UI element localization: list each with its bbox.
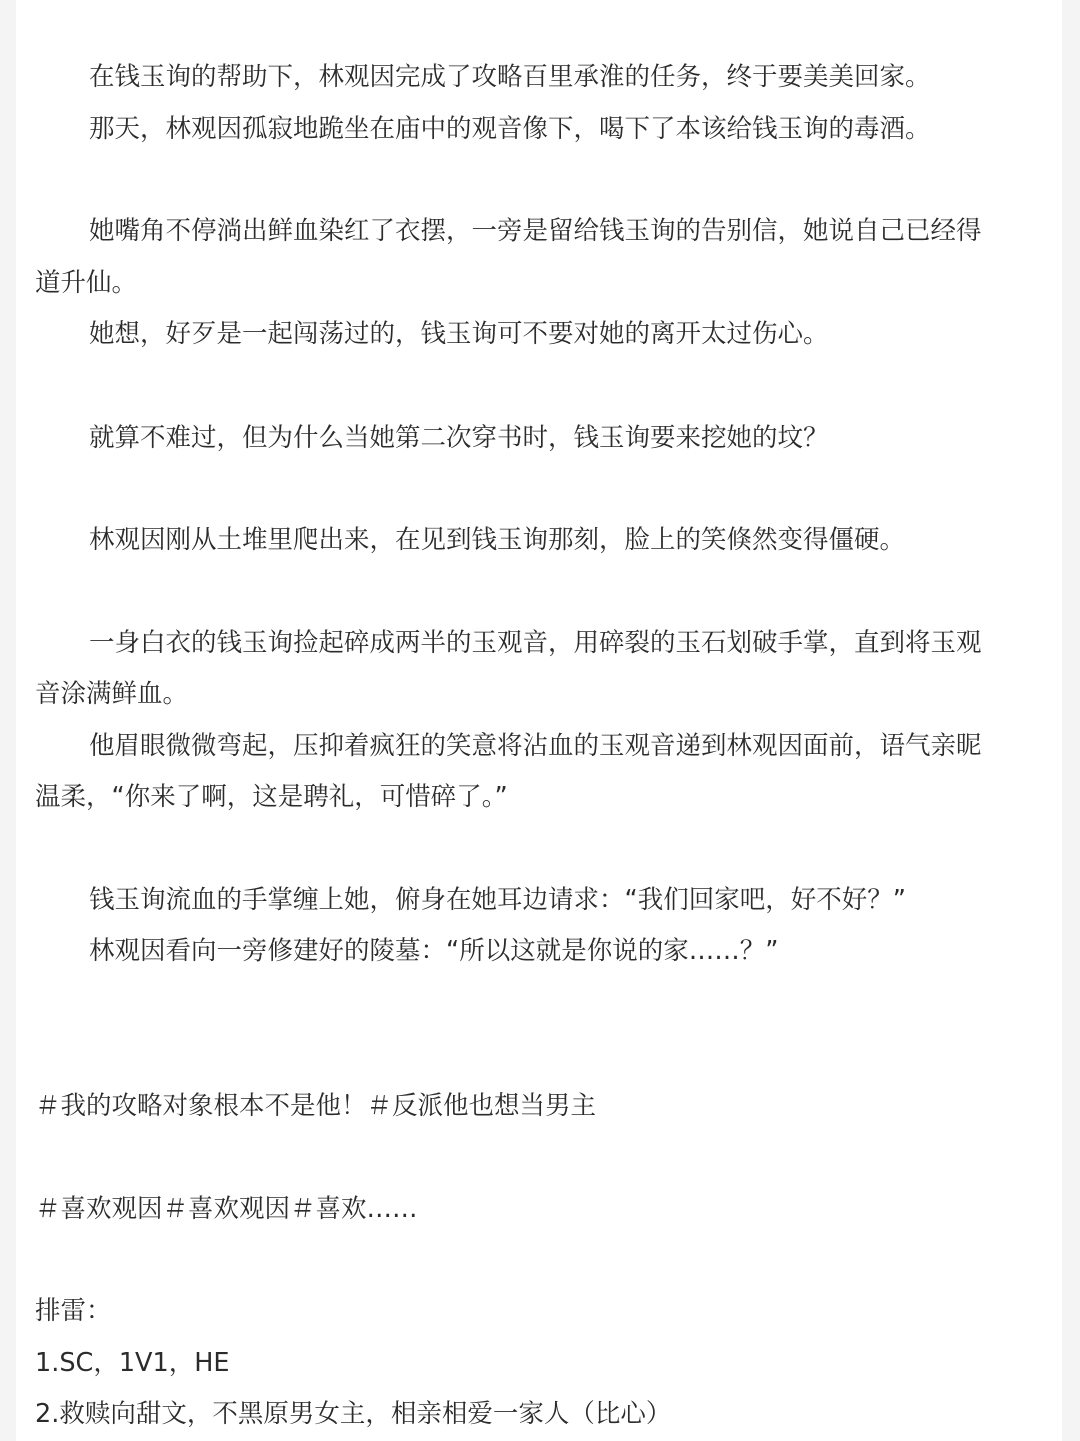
paragraph-8-line-2: 温柔，“你来了啊，这是聘礼，可惜碎了。” — [35, 782, 508, 812]
paragraph-7-line-1: 一身白衣的钱玉询捡起碎成两半的玉观音，用碎裂的玉石划破手掌，直到将玉观 — [89, 628, 982, 658]
paragraph-3-line-2: 道升仙。 — [35, 268, 138, 298]
warning-item-1: 1.SC，1V1，HE — [35, 1348, 230, 1378]
document-page — [16, 0, 1062, 1441]
paragraph-4: 她想，好歹是一起闯荡过的，钱玉询可不要对她的离开太过伤心。 — [89, 319, 829, 349]
paragraph-6: 林观因刚从土堆里爬出来，在见到钱玉询那刻，脸上的笑倏然变得僵硬。 — [89, 525, 906, 555]
hashtag-line-1: ＃我的攻略对象根本不是他！＃反派他也想当男主 — [35, 1091, 597, 1121]
warning-item-2: 2.救赎向甜文，不黑原男女主，相亲相爱一家人（比心） — [35, 1399, 672, 1429]
paragraph-2: 那天，林观因孤寂地跪坐在庙中的观音像下，喝下了本该给钱玉询的毒酒。 — [89, 114, 931, 144]
paragraph-7-line-2: 音涂满鲜血。 — [35, 679, 189, 709]
paragraph-5: 就算不难过，但为什么当她第二次穿书时，钱玉询要来挖她的坟？ — [89, 423, 829, 453]
paragraph-10: 林观因看向一旁修建好的陵墓：“所以这就是你说的家……？” — [89, 936, 779, 966]
paragraph-3-line-1: 她嘴角不停淌出鲜血染红了衣摆，一旁是留给钱玉询的告别信，她说自己已经得 — [89, 216, 982, 246]
warnings-heading: 排雷： — [35, 1296, 112, 1326]
paragraph-1: 在钱玉询的帮助下，林观因完成了攻略百里承淮的任务，终于要美美回家。 — [89, 62, 931, 92]
paragraph-8-line-1: 他眉眼微微弯起，压抑着疯狂的笑意将沾血的玉观音递到林观因面前，语气亲昵 — [89, 731, 982, 761]
hashtag-line-2: ＃喜欢观因＃喜欢观因＃喜欢…… — [35, 1194, 418, 1224]
paragraph-9: 钱玉询流血的手掌缠上她，俯身在她耳边请求：“我们回家吧，好不好？” — [89, 885, 906, 915]
